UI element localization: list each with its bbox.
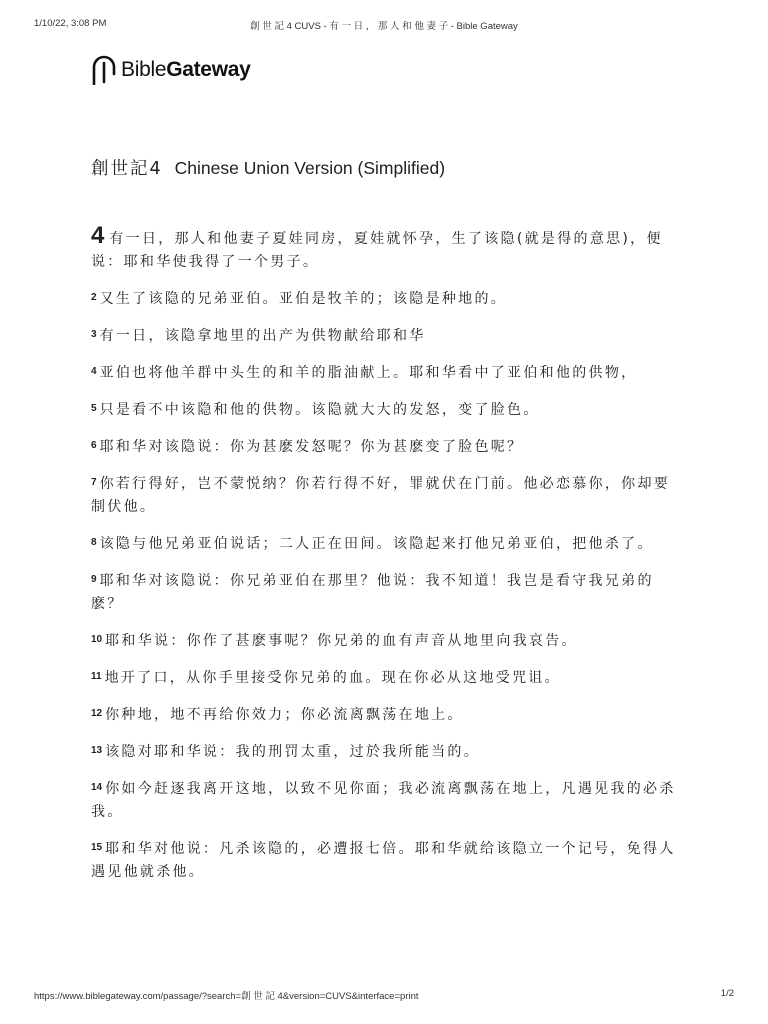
verse-number: 5	[91, 403, 97, 414]
verse-13	[91, 741, 681, 764]
verse-text: 该隐对耶和华说：我的刑罚太重，过於我所能当的。	[105, 744, 481, 760]
verse-10	[91, 630, 681, 653]
verse-number: 11	[91, 671, 102, 682]
verse-number: 13	[91, 745, 103, 756]
passage-text	[91, 222, 681, 898]
verse-number: 4	[91, 366, 97, 377]
verse-text: 有一日，那人和他妻子夏娃同房，夏娃就怀孕，生了该隐(就是得的意思)，便说：耶和华使我得了一个男子。	[91, 231, 663, 270]
verse-text: 有一日，该隐拿地里的出产为供物献给耶和华	[99, 328, 426, 344]
verse-text: 你如今赶逐我离开这地，以致不见你面；我必流离飘荡在地上，凡遇见我的必杀我。	[91, 781, 676, 820]
print-header	[34, 18, 734, 32]
print-footer	[34, 988, 734, 1002]
bible-gateway-logo[interactable]	[91, 54, 250, 86]
logo-text-gateway: Gateway	[166, 58, 251, 81]
passage-reference: 創世記4	[91, 159, 163, 179]
verse-2	[91, 288, 681, 311]
verse-text: 只是看不中该隐和他的供物。该隐就大大的发怒，变了脸色。	[99, 402, 540, 418]
verse-text: 你种地，地不再给你效力；你必流离飘荡在地上。	[105, 707, 464, 723]
verse-text: 你若行得好，岂不蒙悦纳？你若行得不好，罪就伏在门前。他必恋慕你，你却要制伏他。	[91, 476, 671, 515]
verse-4	[91, 362, 681, 385]
print-date: 1/10/22, 3:08 PM	[34, 18, 107, 29]
verse-11	[91, 667, 681, 690]
verse-text: 亚伯也将他羊群中头生的和羊的脂油献上。耶和华看中了亚伯和他的供物，	[99, 365, 638, 381]
verse-number: 9	[91, 574, 97, 585]
verse-text: 又生了该隐的兄弟亚伯。亚伯是牧羊的；该隐是种地的。	[99, 291, 508, 307]
chapter-number: 4	[91, 222, 105, 249]
verse-6	[91, 436, 681, 459]
verse-8	[91, 533, 681, 556]
logo-text-bible: Bible	[121, 58, 167, 81]
verse-number: 15	[91, 842, 103, 853]
passage-version: Chinese Union Version (Simplified)	[174, 158, 446, 178]
verse-5	[91, 399, 681, 422]
verse-15	[91, 838, 681, 884]
verse-14	[91, 778, 681, 824]
verse-9	[91, 570, 681, 616]
verse-text: 耶和华对他说：凡杀该隐的，必遭报七倍。耶和华就给该隐立一个记号，免得人遇见他就杀他。	[91, 841, 676, 880]
verse-number: 14	[91, 782, 103, 793]
verse-text: 地开了口，从你手里接受你兄弟的血。现在你必从这地受咒诅。	[104, 670, 561, 686]
verse-3	[91, 325, 681, 348]
verse-12	[91, 704, 681, 727]
verse-text: 耶和华对该隐说：你兄弟亚伯在那里？他说：我不知道！我岂是看守我兄弟的麽？	[91, 573, 654, 612]
verse-number: 7	[91, 477, 97, 488]
bible-gateway-arch-icon	[91, 55, 117, 85]
verse-7	[91, 473, 681, 519]
passage-title	[91, 155, 445, 180]
page-number: 1/2	[720, 988, 734, 999]
verse-number: 3	[91, 329, 97, 340]
verse-number: 10	[91, 634, 103, 645]
verse-number: 8	[91, 537, 97, 548]
verse-1	[91, 222, 681, 274]
verse-number: 6	[91, 440, 97, 451]
verse-text: 耶和华对该隐说：你为甚麽发怒呢？你为甚麽变了脸色呢？	[99, 439, 524, 455]
verse-number: 12	[91, 708, 103, 719]
verse-number: 2	[91, 292, 97, 303]
logo-text	[121, 58, 250, 82]
verse-text: 该隐与他兄弟亚伯说话；二人正在田间。该隐起来打他兄弟亚伯，把他杀了。	[99, 536, 654, 552]
print-url[interactable]: https://www.biblegateway.com/passage/?search=創 世 記 4&version=CUVS&interface=print	[34, 991, 419, 1002]
print-document-title: 創 世 記 4 CUVS - 有 一 日 ， 那 人 和 他 妻 子 - Bible Gateway	[250, 21, 518, 32]
verse-text: 耶和华说：你作了甚麽事呢？你兄弟的血有声音从地里向我哀告。	[105, 633, 578, 649]
